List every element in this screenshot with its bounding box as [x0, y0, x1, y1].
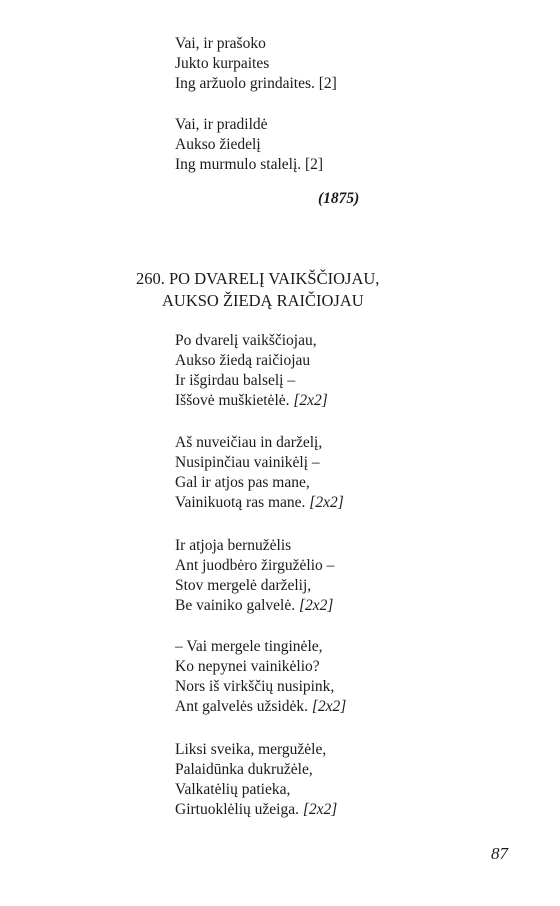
repeat-tag: [2x2] — [309, 494, 344, 511]
verse-line: Po dvarelį vaikščiojau, — [175, 332, 317, 349]
verse-line: Ant galvelės užsidėk. [2x2] — [175, 698, 347, 715]
repeat-tag: [2x2] — [298, 597, 334, 614]
verse-line: Girtuoklėlių užeiga. [2x2] — [175, 801, 338, 818]
repeat-tag: [2x2] — [293, 392, 328, 409]
verse-line: Ing aržuolo grindaites. [2] — [175, 75, 337, 92]
song-title-line-2: AUKSO ŽIEDĄ RAIČIOJAU — [162, 291, 364, 310]
verse-line: Stov mergelė darželij, — [175, 577, 312, 594]
song-year: (1875) — [318, 190, 360, 207]
verse-line: Palaidūnka dukružėle, — [175, 761, 313, 778]
verse-line: Ir išgirdau balselį – — [175, 372, 296, 389]
verse-line: Nors iš virkščių nusipink, — [175, 678, 335, 695]
verse-line: Ir atjoja bernužėlis — [175, 537, 292, 554]
verse-line: Aš nuveičiau in darželį, — [175, 434, 323, 451]
repeat-tag: [2x2] — [302, 801, 338, 818]
verse-line: Vai, ir prašoko — [175, 35, 266, 52]
verse-line: Jukto kurpaites — [175, 55, 270, 72]
verse-line: Vai, ir pradildė — [175, 116, 268, 133]
verse-line: Ko nepynei vainikėlio? — [175, 658, 320, 675]
repeat-tag: [2x2] — [311, 698, 347, 715]
song-title-line-1: PO DVARELĮ VAIKŠČIOJAU, — [169, 269, 380, 288]
verse-line: Vainikuotą ras mane. [2x2] — [175, 494, 344, 511]
verse-line: Be vainiko galvelė. [2x2] — [175, 597, 334, 614]
verse-line: Gal ir atjos pas mane, — [175, 474, 310, 491]
song-heading-line-1 — [136, 268, 379, 290]
verse-line: Valkatėlių patieka, — [175, 781, 291, 798]
verse-line: Ant juodbėro žirgužėlio – — [175, 557, 335, 574]
verse-line: Nusipinčiau vainikėlį – — [175, 454, 320, 471]
verse-line: Ing murmulo stalelį. [2] — [175, 156, 324, 173]
page-number: 87 — [491, 844, 508, 863]
verse-line: Liksi sveika, mergužėle, — [175, 741, 327, 758]
verse-line: – Vai mergele tinginėle, — [175, 638, 323, 655]
verse-line: Aukso žiedą raičiojau — [175, 352, 311, 369]
verse-line: Iššovė muškietėlė. [2x2] — [175, 392, 328, 409]
verse-line: Aukso žiedelį — [175, 136, 261, 153]
song-number: 260. — [136, 269, 165, 288]
